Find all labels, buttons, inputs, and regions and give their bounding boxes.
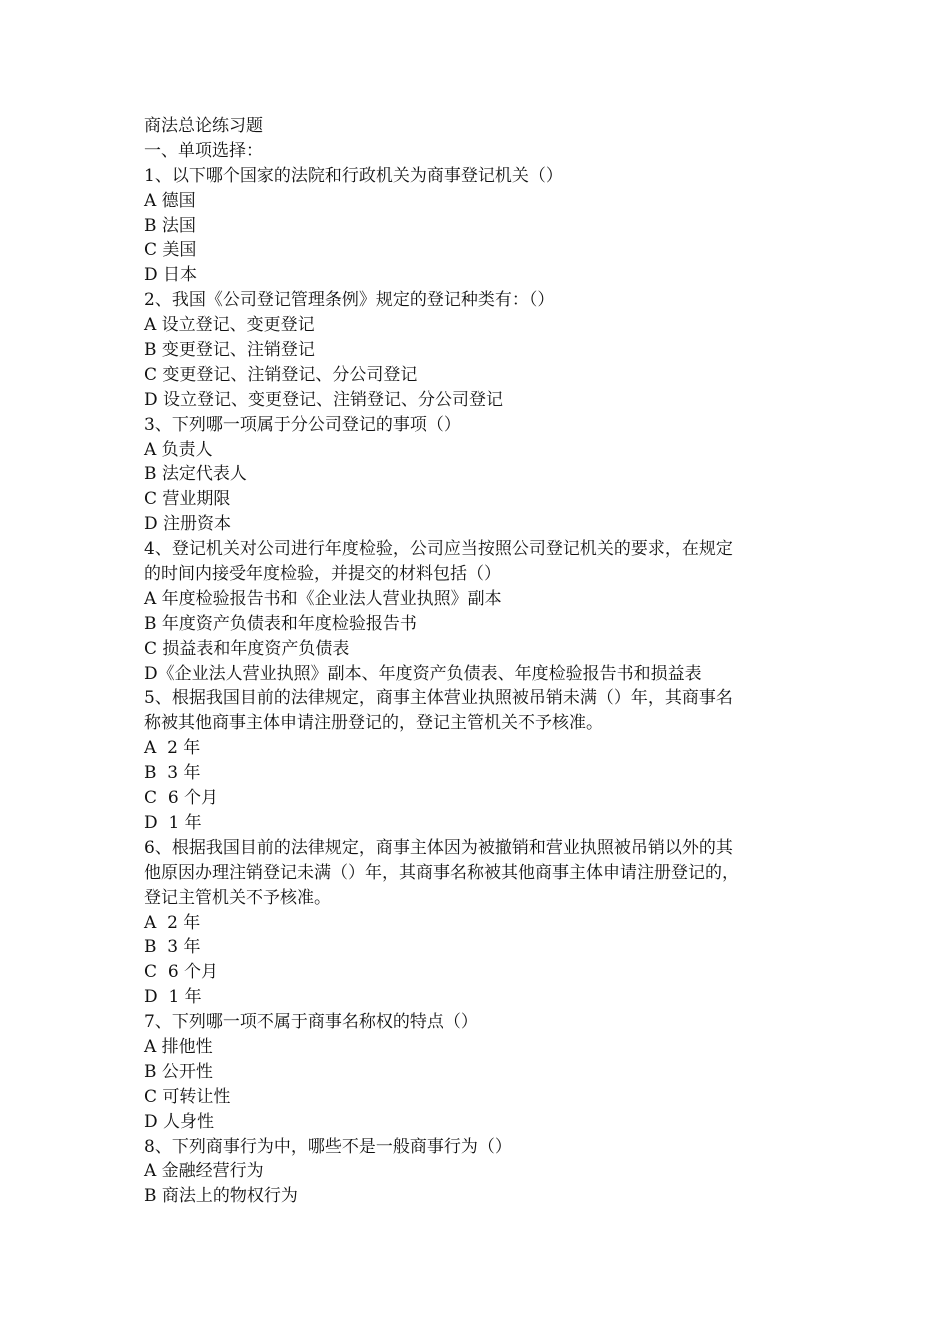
option-b: B 法国: [144, 215, 196, 236]
question-6: [144, 836, 814, 1010]
option-a: A 德国: [144, 190, 196, 211]
question-stem: 8、下列商事行为中，哪些不是一般商事行为（）: [144, 1136, 512, 1157]
question-stem: 4、登记机关对公司进行年度检验，公司应当按照公司登记机关的要求，在规定: [144, 539, 733, 560]
option-c: C 营业期限: [144, 489, 231, 510]
question-4: [144, 537, 814, 686]
option-c: C 可转让性: [144, 1086, 231, 1107]
option-b: B 3 年: [144, 937, 201, 958]
question-stem-continued: 登记主管机关不予核准。: [144, 887, 331, 908]
option-c: C 变更登记、注销登记、分公司登记: [144, 364, 418, 385]
option-d: D 人身性: [144, 1111, 215, 1132]
question-stem: 3、下列哪一项属于分公司登记的事项（）: [144, 414, 461, 435]
option-a: A 金融经营行为: [144, 1161, 264, 1182]
option-b: B 年度资产负债表和年度检验报告书: [144, 613, 417, 634]
option-d: D 注册资本: [144, 514, 232, 535]
section-heading: 一、单项选择：: [144, 140, 263, 161]
option-b: B 变更登记、注销登记: [144, 340, 315, 361]
option-a: A 2 年: [144, 738, 201, 759]
question-stem: 2、我国《公司登记管理条例》规定的登记种类有：（）: [144, 290, 555, 311]
question-8: [144, 1135, 814, 1210]
option-b: B 公开性: [144, 1061, 213, 1082]
question-stem: 1、以下哪个国家的法院和行政机关为商事登记机关（）: [144, 165, 563, 186]
question-1: [144, 164, 814, 288]
question-3: [144, 413, 814, 537]
option-d: D 1 年: [144, 812, 202, 833]
option-c: C 6 个月: [144, 788, 219, 809]
question-stem-continued: 的时间内接受年度检验，并提交的材料包括（）: [144, 564, 501, 585]
option-d: D 设立登记、变更登记、注销登记、分公司登记: [144, 389, 504, 410]
option-c: C 损益表和年度资产负债表: [144, 638, 350, 659]
option-c: C 美国: [144, 240, 197, 261]
question-stem: 6、根据我国目前的法律规定，商事主体因为被撤销和营业执照被吊销以外的其: [144, 837, 733, 858]
option-a: A 排他性: [144, 1036, 213, 1057]
question-2: [144, 288, 814, 412]
option-a: A 设立登记、变更登记: [144, 315, 315, 336]
option-a: A 年度检验报告书和《企业法人营业执照》副本: [144, 588, 502, 609]
option-a: A 负责人: [144, 439, 213, 460]
option-d: D《企业法人营业执照》副本、年度资产负债表、年度检验报告书和损益表: [144, 663, 702, 684]
document-page: [144, 114, 814, 1209]
option-b: B 3 年: [144, 763, 201, 784]
question-5: [144, 686, 814, 835]
option-d: D 1 年: [144, 987, 202, 1008]
question-stem-continued: 他原因办理注销登记未满（）年，其商事名称被其他商事主体申请注册登记的，: [144, 862, 739, 883]
option-c: C 6 个月: [144, 962, 219, 983]
question-stem: 5、根据我国目前的法律规定，商事主体营业执照被吊销未满（）年，其商事名: [144, 688, 733, 709]
option-a: A 2 年: [144, 912, 201, 933]
question-stem-continued: 称被其他商事主体申请注册登记的，登记主管机关不予核准。: [144, 713, 603, 734]
question-stem: 7、下列哪一项不属于商事名称权的特点（）: [144, 1012, 478, 1033]
question-7: [144, 1010, 814, 1134]
option-d: D 日本: [144, 265, 198, 286]
option-b: B 法定代表人: [144, 464, 247, 485]
option-b: B 商法上的物权行为: [144, 1186, 298, 1207]
document-title: 商法总论练习题: [144, 116, 263, 136]
